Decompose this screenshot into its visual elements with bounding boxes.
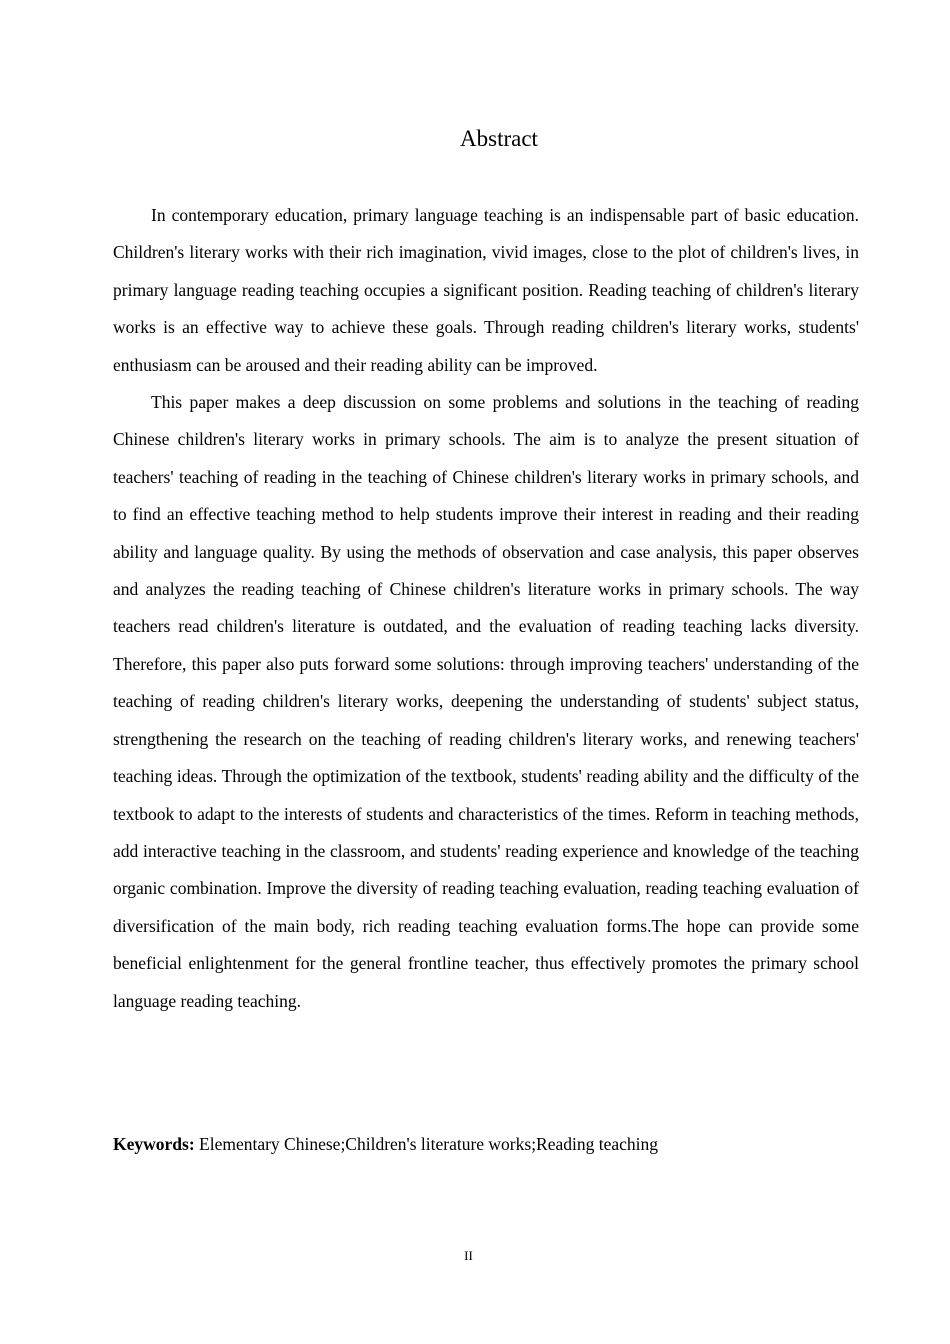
keywords-label: Keywords: <box>113 1134 195 1154</box>
abstract-title: Abstract <box>460 126 538 151</box>
abstract-body <box>113 197 859 1020</box>
page-number: II <box>464 1248 473 1263</box>
keywords-value: Elementary Chinese;Children's literature works;Reading teaching <box>199 1134 659 1154</box>
keywords-line <box>113 1127 859 1161</box>
abstract-paragraph-2: This paper makes a deep discussion on some problems and solutions in the teaching of reading Chinese children's literary works in primary schools. The aim is to analyze the present situation of teachers' teaching of reading in the teaching of Chinese children's literary works in primary schools, and to find an effective teaching method to help students improve their interest in reading and their reading ability and language quality. By using the methods of observation and case analysis, this paper observes and analyzes the reading teaching of Chinese children's literature works in primary schools. The way teachers read children's literature is outdated, and the evaluation of reading teaching lacks diversity. Therefore, this paper also puts forward some solutions: through improving teachers' understanding of the teaching of reading children's literary works, deepening the understanding of students' subject status, strengthening the research on the teaching of reading children's literary works, and renewing teachers' teaching ideas. Through the optimization of the textbook, students' reading ability and the difficulty of the textbook to adapt to the interests of students and characteristics of the times. Reform in teaching methods, add interactive teaching in the classroom, and students' reading experience and knowledge of the teaching organic combination. Improve the diversity of reading teaching evaluation, reading teaching evaluation of diversification of the main body, rich reading teaching evaluation forms.The hope can provide some beneficial enlightenment for the general frontline teacher, thus effectively promotes the primary school language reading teaching. <box>113 392 859 1011</box>
abstract-paragraph-1: In contemporary education, primary language teaching is an indispensable part of basic education. Children's literary works with their rich imagination, vivid images, close to the plot of children's lives, in primary language reading teaching occupies a significant position. Reading teaching of children's literary works is an effective way to achieve these goals. Through reading children's literary works, students' enthusiasm can be aroused and their reading ability can be improved. <box>113 205 859 375</box>
